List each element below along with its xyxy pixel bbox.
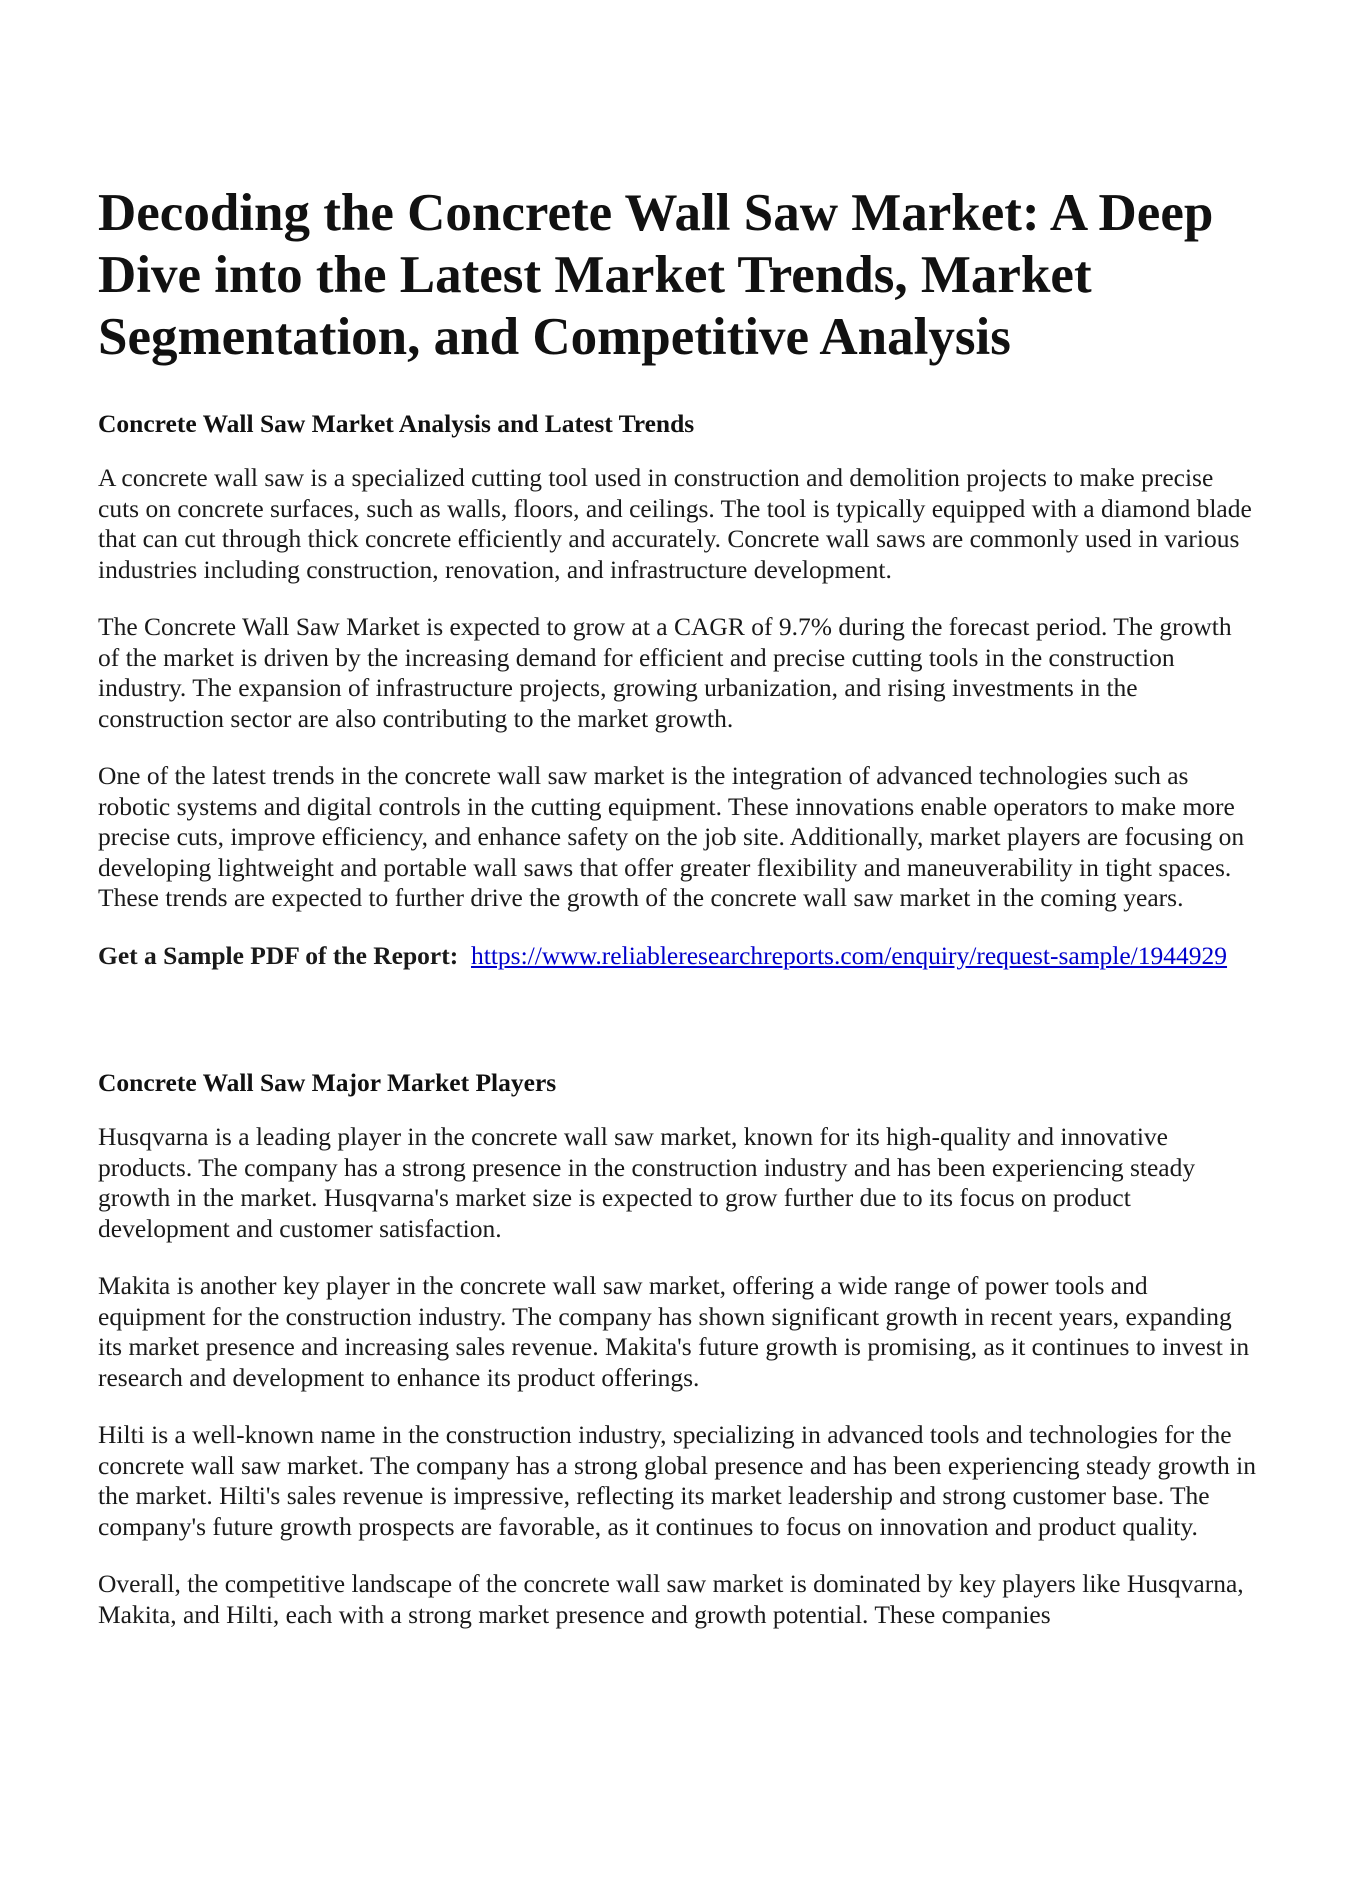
document-page <box>98 182 1258 1657</box>
sample-pdf-line <box>98 941 1258 972</box>
paragraph-makita: Makita is another key player in the concrete wall saw market, offering a wide range of power tools and equipment for the construction industry. The company has shown significant growth in recent years, expanding its market presence and increasing sales revenue. Makita's future growth is promising, as it continues to invest in research and development to enhance its product offerings. <box>98 1271 1250 1392</box>
paragraph-definition: A concrete wall saw is a specialized cutting tool used in construction and demolition projects to make precise cuts on concrete surfaces, such as walls, floors, and ceilings. The tool is typically equipped with a diamond blade that can cut through thick concrete efficiently and accurately. Concrete wall saws are commonly used in various industries including construction, renovation, and infrastructure development. <box>98 463 1252 584</box>
sample-pdf-label: Get a Sample PDF of the Report: <box>98 940 459 970</box>
paragraph-trends: One of the latest trends in the concrete wall saw market is the integration of advanced technologies such as robotic systems and digital controls in the cutting equipment. These innovations enable operators to make more precise cuts, improve efficiency, and enhance safety on the job site. Additionally, market players are focusing on developing lightweight and portable wall saws that offer greater flexibility and maneuverability in tight spaces. These trends are expected to further drive the growth of the concrete wall saw market in the coming years. <box>98 761 1245 912</box>
section-spacer <box>98 971 1258 1067</box>
sample-pdf-link[interactable]: https://www.reliableresearchreports.com/enquiry/request-sample/1944929 <box>470 940 1228 970</box>
paragraph-husqvarna: Husqvarna is a leading player in the concrete wall saw market, known for its high-quality and innovative products. The company has a strong presence in the construction industry and has been experiencing steady growth in the market. Husqvarna's market size is expected to grow further due to its focus on product development and customer satisfaction. <box>98 1122 1196 1243</box>
page-title: Decoding the Concrete Wall Saw Market: A Deep Dive into the Latest Market Trends, Market Segmentation, and Competitive Analysis <box>98 184 1214 366</box>
section-heading-analysis: Concrete Wall Saw Market Analysis and Latest Trends <box>98 409 695 438</box>
paragraph-hilti: Hilti is a well-known name in the construction industry, specializing in advanced tools and technologies for the concrete wall saw market. The company has a strong global presence and has been experiencing steady growth in the market. Hilti's sales revenue is impressive, reflecting its market leadership and strong customer base. The company's future growth prospects are favorable, as it continues to focus on innovation and product quality. <box>98 1420 1256 1541</box>
paragraph-overall: Overall, the competitive landscape of the concrete wall saw market is dominated by key players like Husqvarna, Makita, and Hilti, each with a strong market presence and growth potential. These companies <box>98 1569 1244 1629</box>
section-heading-players: Concrete Wall Saw Major Market Players <box>98 1068 557 1097</box>
paragraph-growth: The Concrete Wall Saw Market is expected to grow at a CAGR of 9.7% during the forecast period. The growth of the market is driven by the increasing demand for efficient and precise cutting tools in the construction industry. The expansion of infrastructure projects, growing urbanization, and rising investments in the construction sector are also contributing to the market growth. <box>98 612 1232 733</box>
